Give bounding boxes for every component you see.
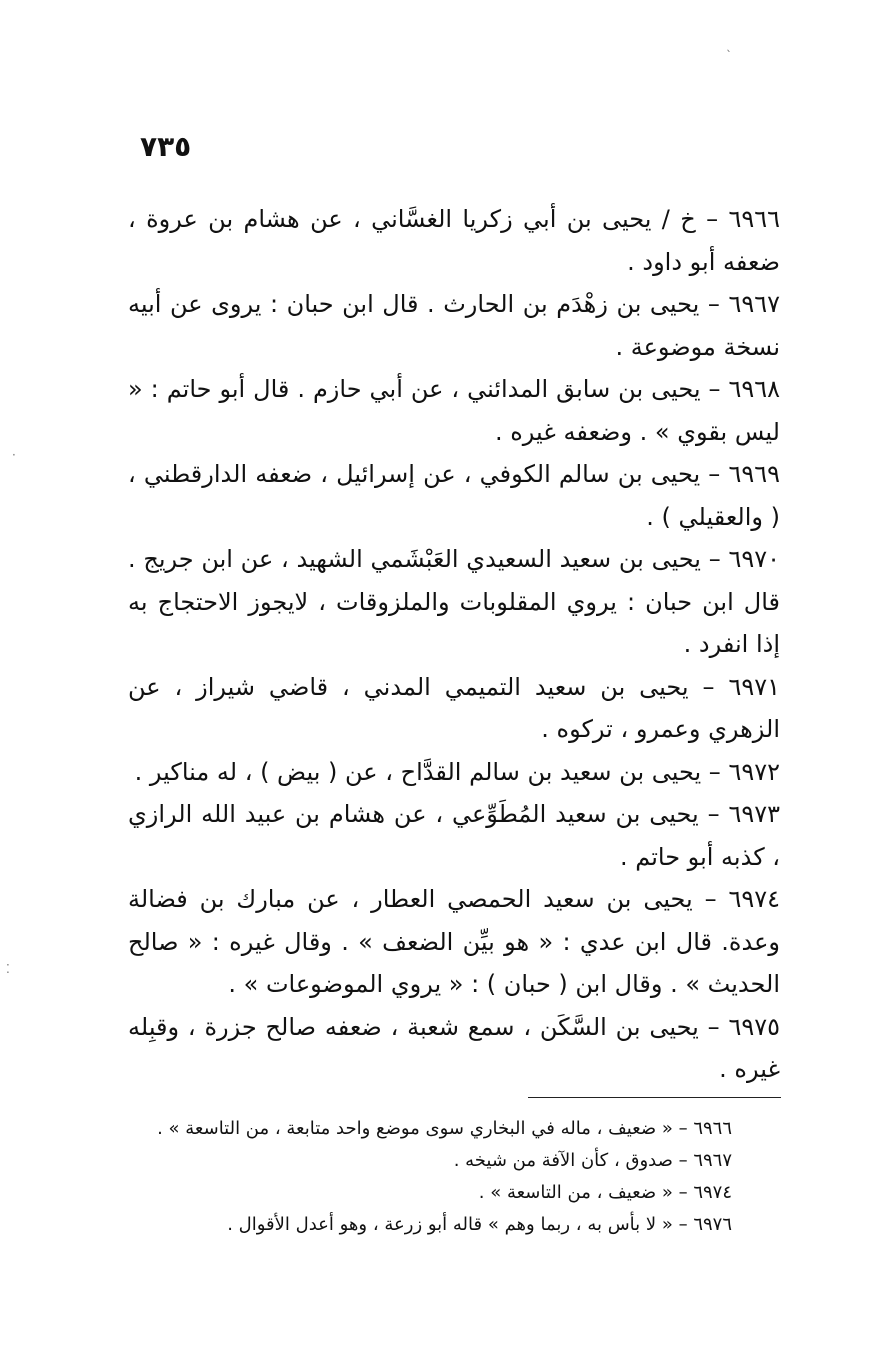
footnotes-list xyxy=(128,1113,732,1241)
footnote-6974: ٦٩٧٤ – « ضعيف ، من التاسعة » . xyxy=(478,1182,732,1203)
scan-speck: ⁚ xyxy=(6,962,10,976)
footnote-6976: ٦٩٧٦ – « لا بأس به ، ربما وهم » قاله أبو زرعة ، وهو أعدل الأقوال . xyxy=(227,1214,732,1235)
entry-6970: ٦٩٧٠ – يحيى بن سعيد السعيدي العَبْشَمي الشهيد ، عن ابن جريج . قال ابن حبان : يروي المقلوبات والملزوقات ، لايجوز الاحتجاج به إذا انفرد . xyxy=(128,545,780,658)
entry-6966: ٦٩٦٦ – خ / يحيى بن أبي زكريا الغسَّاني ، عن هشام بن عروة ، ضعفه أبو داود . xyxy=(128,205,780,276)
entry-6967: ٦٩٦٧ – يحيى بن زهْدَم بن الحارث . قال ابن حبان : يروى عن أبيه نسخة موضوعة . xyxy=(128,290,780,361)
entry-6968: ٦٩٦٨ – يحيى بن سابق المدائني ، عن أبي حازم . قال أبو حاتم : « ليس بقوي » . وضعفه غيره . xyxy=(128,375,780,446)
footnote-6966: ٦٩٦٦ – « ضعيف ، ماله في البخاري سوى موضع واحد متابعة ، من التاسعة » . xyxy=(157,1118,732,1139)
entry-6971: ٦٩٧١ – يحيى بن سعيد التميمي المدني ، قاضي شيراز ، عن الزهري وعمرو ، تركوه . xyxy=(128,672,780,743)
entry-6969: ٦٩٦٩ – يحيى بن سالم الكوفي ، عن إسرائيل ، ضعفه الدارقطني ، ( والعقيلي ) . xyxy=(128,460,780,531)
footnote-6967: ٦٩٦٧ – صدوق ، كأن الآفة من شيخه . xyxy=(453,1150,732,1171)
entry-6972: ٦٩٧٢ – يحيى بن سعيد بن سالم القدَّاح ، عن ( بيض ) ، له مناكير . xyxy=(134,757,780,786)
entry-6973: ٦٩٧٣ – يحيى بن سعيد المُطَوِّعي ، عن هشام بن عبيد الله الرازي ، كذبه أبو حاتم . xyxy=(128,800,780,871)
scan-speck: ˎ xyxy=(726,38,732,52)
entry-6975: ٦٩٧٥ – يحيى بن السَّكَن ، سمع شعبة ، ضعفه صالح جزرة ، وقبِله غيره . xyxy=(128,1012,780,1083)
scan-speck: · xyxy=(12,448,16,462)
footnote-separator xyxy=(528,1097,781,1098)
page-number: ٧٣٥ xyxy=(140,130,192,163)
entries-list xyxy=(128,198,780,1091)
entry-6974: ٦٩٧٤ – يحيى بن سعيد الحمصي العطار ، عن مبارك بن فضالة وعدة. قال ابن عدي : « هو بيِّن الضعف » . وقال غيره : « صالح الحديث » . وقال ابن ( حبان ) : « يروي الموضوعات » . xyxy=(128,885,780,998)
